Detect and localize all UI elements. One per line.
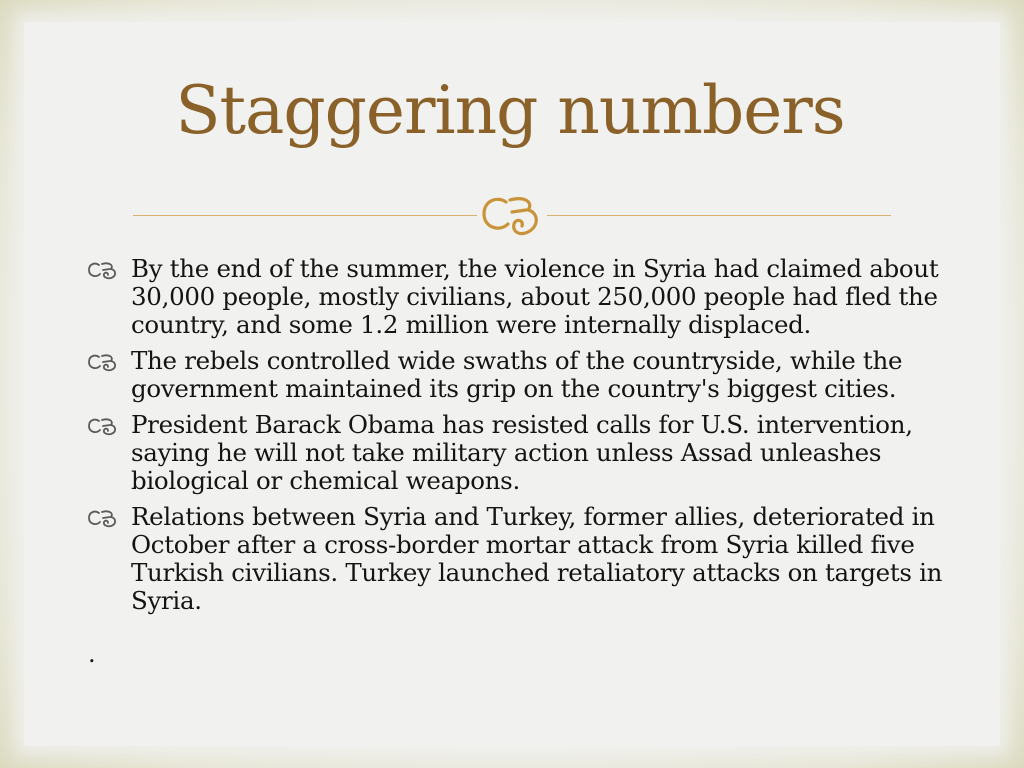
bullet-text: President Barack Obama has resisted calls for U.S. intervention, saying he will not take military action unless Assad unleashes biological or chemical weapons.	[131, 410, 913, 495]
title-divider-left	[133, 215, 477, 216]
flourish-bullet-icon	[86, 416, 120, 436]
bullet-list	[86, 255, 946, 623]
bullet-item	[86, 255, 946, 339]
trailing-period: .	[88, 640, 96, 668]
bullet-text: Relations between Syria and Turkey, former allies, deteriorated in October after a cross-border mortar attack from Syria killed five Turkish civilians. Turkey launched retaliatory attacks on targets in Syria.	[131, 502, 943, 615]
flourish-bullet-icon	[86, 508, 120, 528]
ornamental-flourish-icon	[476, 188, 548, 238]
flourish-bullet-icon	[86, 260, 120, 280]
bullet-item	[86, 411, 946, 495]
slide-title: Staggering numbers	[175, 72, 845, 149]
bullet-item	[86, 347, 946, 403]
bullet-item	[86, 503, 946, 615]
bullet-text: The rebels controlled wide swaths of the countryside, while the government maintained its grip on the country's biggest cities.	[131, 346, 903, 403]
bullet-text: By the end of the summer, the violence in Syria had claimed about 30,000 people, mostly civilians, about 250,000 people had fled the country, and some 1.2 million were internally displaced.	[131, 254, 939, 339]
flourish-bullet-icon	[86, 352, 120, 372]
title-divider-right	[547, 215, 891, 216]
